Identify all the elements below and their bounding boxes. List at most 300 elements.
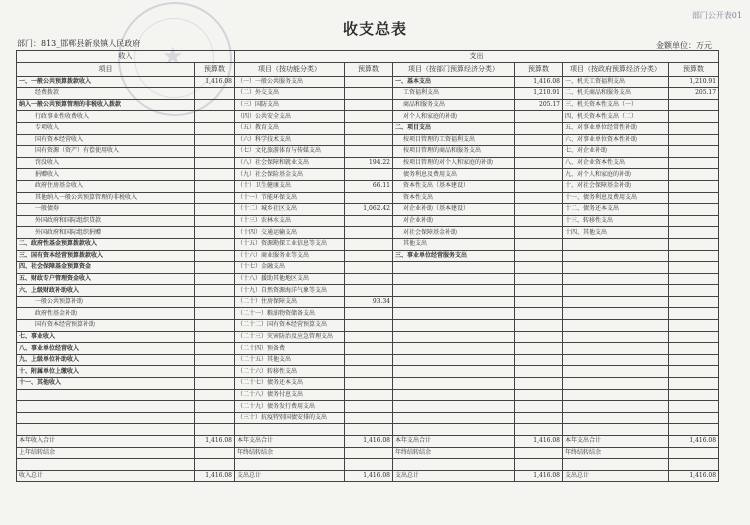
gov-econ-value xyxy=(669,111,719,123)
gov-econ-item: 三、机关资本性支出（一） xyxy=(563,99,669,111)
func-item: （十六）商业服务业等支出 xyxy=(235,250,345,262)
income-item: 十、附属单位上缴收入 xyxy=(17,366,195,378)
grand-expense-value: 1,416.08 xyxy=(515,470,563,482)
income-group-header: 收入 xyxy=(17,51,235,63)
func-value xyxy=(345,238,393,250)
income-value xyxy=(195,273,235,285)
table-body xyxy=(17,76,719,424)
dept-econ-value xyxy=(515,285,563,297)
income-value xyxy=(195,412,235,424)
income-item: 国有资源（资产）有偿使用收入 xyxy=(17,146,195,158)
func-value xyxy=(345,134,393,146)
dept-econ-item: 资本性支出 xyxy=(393,192,515,204)
dept-econ-value: 205.17 xyxy=(515,99,563,111)
table-row xyxy=(17,273,719,285)
dept-econ-item: 对个人和家庭的补助 xyxy=(393,111,515,123)
col-budget-header: 预算数 xyxy=(345,62,393,76)
table-row xyxy=(17,122,719,134)
gov-econ-item xyxy=(563,285,669,297)
col-budget-header: 预算数 xyxy=(195,62,235,76)
dept-econ-item: 二、项目支出 xyxy=(393,122,515,134)
gov-econ-item: 十四、其他支出 xyxy=(563,227,669,239)
func-value xyxy=(345,227,393,239)
func-item: （二十三）灾害防治及应急管理支出 xyxy=(235,331,345,343)
func-item: （二十五）其他支出 xyxy=(235,354,345,366)
dept-econ-value xyxy=(515,378,563,390)
gov-econ-value xyxy=(669,180,719,192)
gov-econ-item xyxy=(563,262,669,274)
income-value: 1,416.08 xyxy=(195,76,235,88)
table-row xyxy=(17,88,719,100)
income-value xyxy=(195,111,235,123)
carry-in-label: 上年结转结余 xyxy=(17,447,195,459)
gov-econ-item xyxy=(563,378,669,390)
grand-income-value: 1,416.08 xyxy=(195,470,235,482)
func-item: （十）卫生健康支出 xyxy=(235,180,345,192)
table-row xyxy=(17,331,719,343)
year-expense-total-label: 本年支出合计 xyxy=(563,436,669,448)
gov-econ-item: 二、机关商品和服务支出 xyxy=(563,88,669,100)
income-value xyxy=(195,227,235,239)
func-value: 1,062.42 xyxy=(345,204,393,216)
col-budget-header: 预算数 xyxy=(669,62,719,76)
carry-out-label: 年终结转结余 xyxy=(563,447,669,459)
gov-econ-value xyxy=(669,320,719,332)
gov-econ-item xyxy=(563,343,669,355)
gov-econ-value xyxy=(669,169,719,181)
dept-econ-item: 按项目管理的工资福利支出 xyxy=(393,134,515,146)
dept-econ-value xyxy=(515,192,563,204)
income-value xyxy=(195,238,235,250)
gov-econ-item xyxy=(563,308,669,320)
gov-econ-item xyxy=(563,366,669,378)
report-tag: 部门公开表01 xyxy=(691,11,742,20)
carry-out-label: 年终结转结余 xyxy=(393,447,515,459)
table-row xyxy=(17,146,719,158)
dept-econ-value xyxy=(515,343,563,355)
gov-econ-value xyxy=(669,99,719,111)
dept-econ-value xyxy=(515,134,563,146)
dept-econ-item xyxy=(393,296,515,308)
income-value xyxy=(195,88,235,100)
income-item: 六、上级财政补助收入 xyxy=(17,285,195,297)
unit-label: 金额单位：万元 xyxy=(656,41,712,50)
income-item: 国有资本经营预算补助 xyxy=(17,320,195,332)
gov-econ-value xyxy=(669,366,719,378)
table-row xyxy=(17,180,719,192)
func-item: （四）公共安全支出 xyxy=(235,111,345,123)
income-item: 七、事业收入 xyxy=(17,331,195,343)
func-value xyxy=(345,111,393,123)
func-value xyxy=(345,354,393,366)
income-item: 经费拨款 xyxy=(17,88,195,100)
dept-econ-item xyxy=(393,389,515,401)
gov-econ-value xyxy=(669,250,719,262)
income-value xyxy=(195,215,235,227)
income-value xyxy=(195,99,235,111)
gov-econ-item xyxy=(563,238,669,250)
func-value xyxy=(345,262,393,274)
income-item: 一般债券 xyxy=(17,204,195,216)
func-value xyxy=(345,308,393,320)
func-value xyxy=(345,412,393,424)
func-item: （五）教育支出 xyxy=(235,122,345,134)
dept-econ-item xyxy=(393,378,515,390)
gov-econ-item: 十一、债务利息及费用支出 xyxy=(563,192,669,204)
gov-econ-value xyxy=(669,227,719,239)
gov-econ-item: 十二、债务还本支出 xyxy=(563,204,669,216)
func-item: （七）文化旅游体育与传媒支出 xyxy=(235,146,345,158)
dept-econ-item xyxy=(393,401,515,413)
seal-star-icon: ★ xyxy=(162,42,184,70)
income-item: 其他纳入一般公共预算管理的非税收入 xyxy=(17,192,195,204)
func-item: （十七）金融支出 xyxy=(235,262,345,274)
dept-econ-item xyxy=(393,308,515,320)
dept-econ-item: 对企业补助（基本建设） xyxy=(393,204,515,216)
income-value xyxy=(195,262,235,274)
income-item: 外国政府和国际组织贷款 xyxy=(17,215,195,227)
dept-econ-item: 工资福利支出 xyxy=(393,88,515,100)
func-value xyxy=(345,343,393,355)
expense-group-header: 支出 xyxy=(235,51,719,63)
page-title: 收支总表 xyxy=(342,20,407,38)
func-item: （九）社会保险基金支出 xyxy=(235,169,345,181)
table-row xyxy=(17,296,719,308)
func-value xyxy=(345,122,393,134)
dept-econ-item: 对社会保障基金补助 xyxy=(393,227,515,239)
func-item: （十九）自然资源海洋气象等支出 xyxy=(235,285,345,297)
func-value xyxy=(345,192,393,204)
func-item: （二十四）预备费 xyxy=(235,343,345,355)
income-item xyxy=(17,412,195,424)
func-value xyxy=(345,273,393,285)
func-item: （八）社会保障和就业支出 xyxy=(235,157,345,169)
func-value: 194.22 xyxy=(345,157,393,169)
table-row xyxy=(17,238,719,250)
income-value xyxy=(195,389,235,401)
func-value xyxy=(345,378,393,390)
income-value xyxy=(195,169,235,181)
gov-econ-value xyxy=(669,215,719,227)
func-item: （二十六）转移性支出 xyxy=(235,366,345,378)
grand-total-row xyxy=(17,470,719,482)
col-func-header: 项目（按功能分类） xyxy=(235,62,345,76)
income-value xyxy=(195,331,235,343)
dept-econ-value xyxy=(515,146,563,158)
col-dept-econ-header: 项目（按部门预算经济分类） xyxy=(393,62,515,76)
func-value xyxy=(345,215,393,227)
dept-econ-value xyxy=(515,389,563,401)
grand-expense-label: 支出总计 xyxy=(235,470,345,482)
gov-econ-value xyxy=(669,285,719,297)
grand-expense-value: 1,416.08 xyxy=(669,470,719,482)
grand-expense-label: 支出总计 xyxy=(563,470,669,482)
col-gov-econ-header: 项目（按政府预算经济分类） xyxy=(563,62,669,76)
func-item: （二）外交支出 xyxy=(235,88,345,100)
table-row xyxy=(17,192,719,204)
gov-econ-item: 五、对事业单位经常性补助 xyxy=(563,122,669,134)
dept-econ-value xyxy=(515,320,563,332)
func-item: （十八）援助其他地区支出 xyxy=(235,273,345,285)
year-expense-total-value: 1,416.08 xyxy=(345,436,393,448)
dept-econ-value xyxy=(515,412,563,424)
income-item: 外国政府和国际组织捐赠 xyxy=(17,227,195,239)
table-row xyxy=(17,366,719,378)
func-item: （十一）节能环保支出 xyxy=(235,192,345,204)
dept-econ-value xyxy=(515,169,563,181)
func-value xyxy=(345,76,393,88)
gov-econ-value: 1,210.91 xyxy=(669,76,719,88)
gov-econ-value xyxy=(669,122,719,134)
dept-econ-value xyxy=(515,111,563,123)
gov-econ-value xyxy=(669,192,719,204)
dept-econ-item xyxy=(393,320,515,332)
func-item: （六）科学技术支出 xyxy=(235,134,345,146)
department-label: 部门：813_邯郸县新泉镇人民政府 xyxy=(17,39,141,48)
gov-econ-value xyxy=(669,146,719,158)
gov-econ-item xyxy=(563,412,669,424)
gov-econ-item: 九、对个人和家庭的补助 xyxy=(563,169,669,181)
income-value xyxy=(195,192,235,204)
func-item: （二十七）债务还本支出 xyxy=(235,378,345,390)
income-item: 一、一般公共预算拨款收入 xyxy=(17,76,195,88)
func-item: （二十二）国有资本经营预算支出 xyxy=(235,320,345,332)
income-item xyxy=(17,401,195,413)
income-value xyxy=(195,250,235,262)
gov-econ-value xyxy=(669,134,719,146)
func-item: （十四）交通运输支出 xyxy=(235,227,345,239)
income-item: 政府住房基金收入 xyxy=(17,180,195,192)
gov-econ-item xyxy=(563,273,669,285)
income-value xyxy=(195,343,235,355)
year-expense-total-value: 1,416.08 xyxy=(669,436,719,448)
income-value xyxy=(195,180,235,192)
gov-econ-value xyxy=(669,308,719,320)
gov-econ-item xyxy=(563,354,669,366)
table-row xyxy=(17,285,719,297)
table-row xyxy=(17,308,719,320)
dept-econ-value xyxy=(515,250,563,262)
dept-econ-item: 其他支出 xyxy=(393,238,515,250)
func-value xyxy=(345,389,393,401)
func-value xyxy=(345,320,393,332)
dept-econ-value: 1,210.91 xyxy=(515,88,563,100)
table-row xyxy=(17,157,719,169)
gov-econ-value: 205.17 xyxy=(669,88,719,100)
gov-econ-item: 四、机关资本性支出（二） xyxy=(563,111,669,123)
gov-econ-item xyxy=(563,320,669,332)
dept-econ-value: 1,416.08 xyxy=(515,76,563,88)
gov-econ-value xyxy=(669,378,719,390)
year-total-row xyxy=(17,436,719,448)
func-item: （十五）资源勘探工业信息等支出 xyxy=(235,238,345,250)
dept-econ-item xyxy=(393,354,515,366)
dept-econ-value xyxy=(515,366,563,378)
dept-econ-value xyxy=(515,180,563,192)
table-row xyxy=(17,111,719,123)
table-row xyxy=(17,412,719,424)
func-item: （二十一）粮油物资储备支出 xyxy=(235,308,345,320)
gov-econ-value xyxy=(669,204,719,216)
income-value xyxy=(195,285,235,297)
gov-econ-item: 一、机关工资福利支出 xyxy=(563,76,669,88)
gov-econ-value xyxy=(669,412,719,424)
income-item: 二、政府性基金预算拨款收入 xyxy=(17,238,195,250)
func-item: （一）一般公共服务支出 xyxy=(235,76,345,88)
income-value xyxy=(195,296,235,308)
dept-econ-item xyxy=(393,285,515,297)
func-item: （三十）抗疫特别国债安排的支出 xyxy=(235,412,345,424)
dept-econ-item: 商品和服务支出 xyxy=(393,99,515,111)
income-item: 五、财政专户管理资金收入 xyxy=(17,273,195,285)
dept-econ-value xyxy=(515,227,563,239)
func-value xyxy=(345,99,393,111)
func-value: 66.11 xyxy=(345,180,393,192)
income-value xyxy=(195,366,235,378)
func-item: （二十）住房保障支出 xyxy=(235,296,345,308)
table-row xyxy=(17,378,719,390)
income-value xyxy=(195,354,235,366)
func-value: 93.34 xyxy=(345,296,393,308)
income-item: 罚没收入 xyxy=(17,157,195,169)
income-value xyxy=(195,204,235,216)
income-item: 十一、其他收入 xyxy=(17,378,195,390)
func-value xyxy=(345,285,393,297)
table-row xyxy=(17,262,719,274)
carry-out-label: 年终结转结余 xyxy=(235,447,345,459)
income-item: 政府性基金补助 xyxy=(17,308,195,320)
func-item: （十三）农林水支出 xyxy=(235,215,345,227)
dept-econ-item xyxy=(393,366,515,378)
table-row xyxy=(17,250,719,262)
income-value xyxy=(195,157,235,169)
income-value xyxy=(195,134,235,146)
income-item xyxy=(17,389,195,401)
col-item-header: 项目 xyxy=(17,62,195,76)
table-row xyxy=(17,389,719,401)
year-income-total-label: 本年收入合计 xyxy=(17,436,195,448)
grand-income-label: 收入总计 xyxy=(17,470,195,482)
gov-econ-item xyxy=(563,331,669,343)
gov-econ-item: 十、对社会保障基金补助 xyxy=(563,180,669,192)
func-value xyxy=(345,331,393,343)
gov-econ-value xyxy=(669,238,719,250)
func-value xyxy=(345,169,393,181)
income-item: 三、国有资本经营预算拨款收入 xyxy=(17,250,195,262)
dept-econ-value xyxy=(515,215,563,227)
dept-econ-value xyxy=(515,273,563,285)
gov-econ-value xyxy=(669,262,719,274)
table-row xyxy=(17,215,719,227)
budget-summary-table xyxy=(16,50,719,482)
year-income-total-value: 1,416.08 xyxy=(195,436,235,448)
table-row xyxy=(17,401,719,413)
table-row xyxy=(17,343,719,355)
gov-econ-value xyxy=(669,389,719,401)
gov-econ-item xyxy=(563,389,669,401)
table-row xyxy=(17,204,719,216)
table-row xyxy=(17,99,719,111)
carry-row xyxy=(17,447,719,459)
income-value xyxy=(195,401,235,413)
col-budget-header: 预算数 xyxy=(515,62,563,76)
func-value xyxy=(345,401,393,413)
dept-econ-value xyxy=(515,308,563,320)
year-expense-total-label: 本年支出合计 xyxy=(393,436,515,448)
gov-econ-value xyxy=(669,401,719,413)
dept-econ-value xyxy=(515,331,563,343)
gov-econ-value xyxy=(669,354,719,366)
dept-econ-item: 一、基本支出 xyxy=(393,76,515,88)
income-value xyxy=(195,378,235,390)
income-item: 专项收入 xyxy=(17,122,195,134)
func-item: （三）国防支出 xyxy=(235,99,345,111)
grand-expense-value: 1,416.08 xyxy=(345,470,393,482)
grand-expense-label: 支出总计 xyxy=(393,470,515,482)
dept-econ-value xyxy=(515,157,563,169)
func-item: （二十八）债务付息支出 xyxy=(235,389,345,401)
gov-econ-item xyxy=(563,296,669,308)
table-row xyxy=(17,76,719,88)
income-value xyxy=(195,308,235,320)
dept-econ-value xyxy=(515,122,563,134)
dept-econ-value xyxy=(515,296,563,308)
table-row xyxy=(17,169,719,181)
dept-econ-value xyxy=(515,238,563,250)
gov-econ-item: 六、对事业单位资本性补助 xyxy=(563,134,669,146)
dept-econ-item: 三、事业单位经营服务支出 xyxy=(393,250,515,262)
dept-econ-item xyxy=(393,331,515,343)
income-item: 国有资本经营收入 xyxy=(17,134,195,146)
dept-econ-item xyxy=(393,273,515,285)
year-expense-total-label: 本年支出合计 xyxy=(235,436,345,448)
gov-econ-item: 七、对企业补助 xyxy=(563,146,669,158)
func-value xyxy=(345,88,393,100)
gov-econ-item: 十三、转移性支出 xyxy=(563,215,669,227)
gov-econ-value xyxy=(669,296,719,308)
income-item: 四、社会保障基金预算资金 xyxy=(17,262,195,274)
func-value xyxy=(345,146,393,158)
dept-econ-item: 债务利息及费用支出 xyxy=(393,169,515,181)
gov-econ-value xyxy=(669,157,719,169)
income-item: 行政事业性收费收入 xyxy=(17,111,195,123)
income-value xyxy=(195,320,235,332)
table-row xyxy=(17,354,719,366)
dept-econ-item xyxy=(393,343,515,355)
dept-econ-value xyxy=(515,401,563,413)
gov-econ-item xyxy=(563,250,669,262)
dept-econ-item: 对企业补助 xyxy=(393,215,515,227)
table-row xyxy=(17,134,719,146)
dept-econ-item xyxy=(393,262,515,274)
dept-econ-value xyxy=(515,354,563,366)
table-row xyxy=(17,320,719,332)
dept-econ-value xyxy=(515,204,563,216)
dept-econ-value xyxy=(515,262,563,274)
gov-econ-value xyxy=(669,273,719,285)
func-item: （十二）城乡社区支出 xyxy=(235,204,345,216)
income-item: 捐赠收入 xyxy=(17,169,195,181)
year-expense-total-value: 1,416.08 xyxy=(515,436,563,448)
dept-econ-item: 按项目管理的商品和服务支出 xyxy=(393,146,515,158)
gov-econ-item xyxy=(563,401,669,413)
income-value xyxy=(195,146,235,158)
income-item: 八、事业单位经营收入 xyxy=(17,343,195,355)
gov-econ-value xyxy=(669,331,719,343)
dept-econ-item: 按项目管理的对个人和家庭的补助 xyxy=(393,157,515,169)
gov-econ-item: 八、对企业资本性支出 xyxy=(563,157,669,169)
income-item: 纳入一般公共预算管理的非税收入拨款 xyxy=(17,99,195,111)
